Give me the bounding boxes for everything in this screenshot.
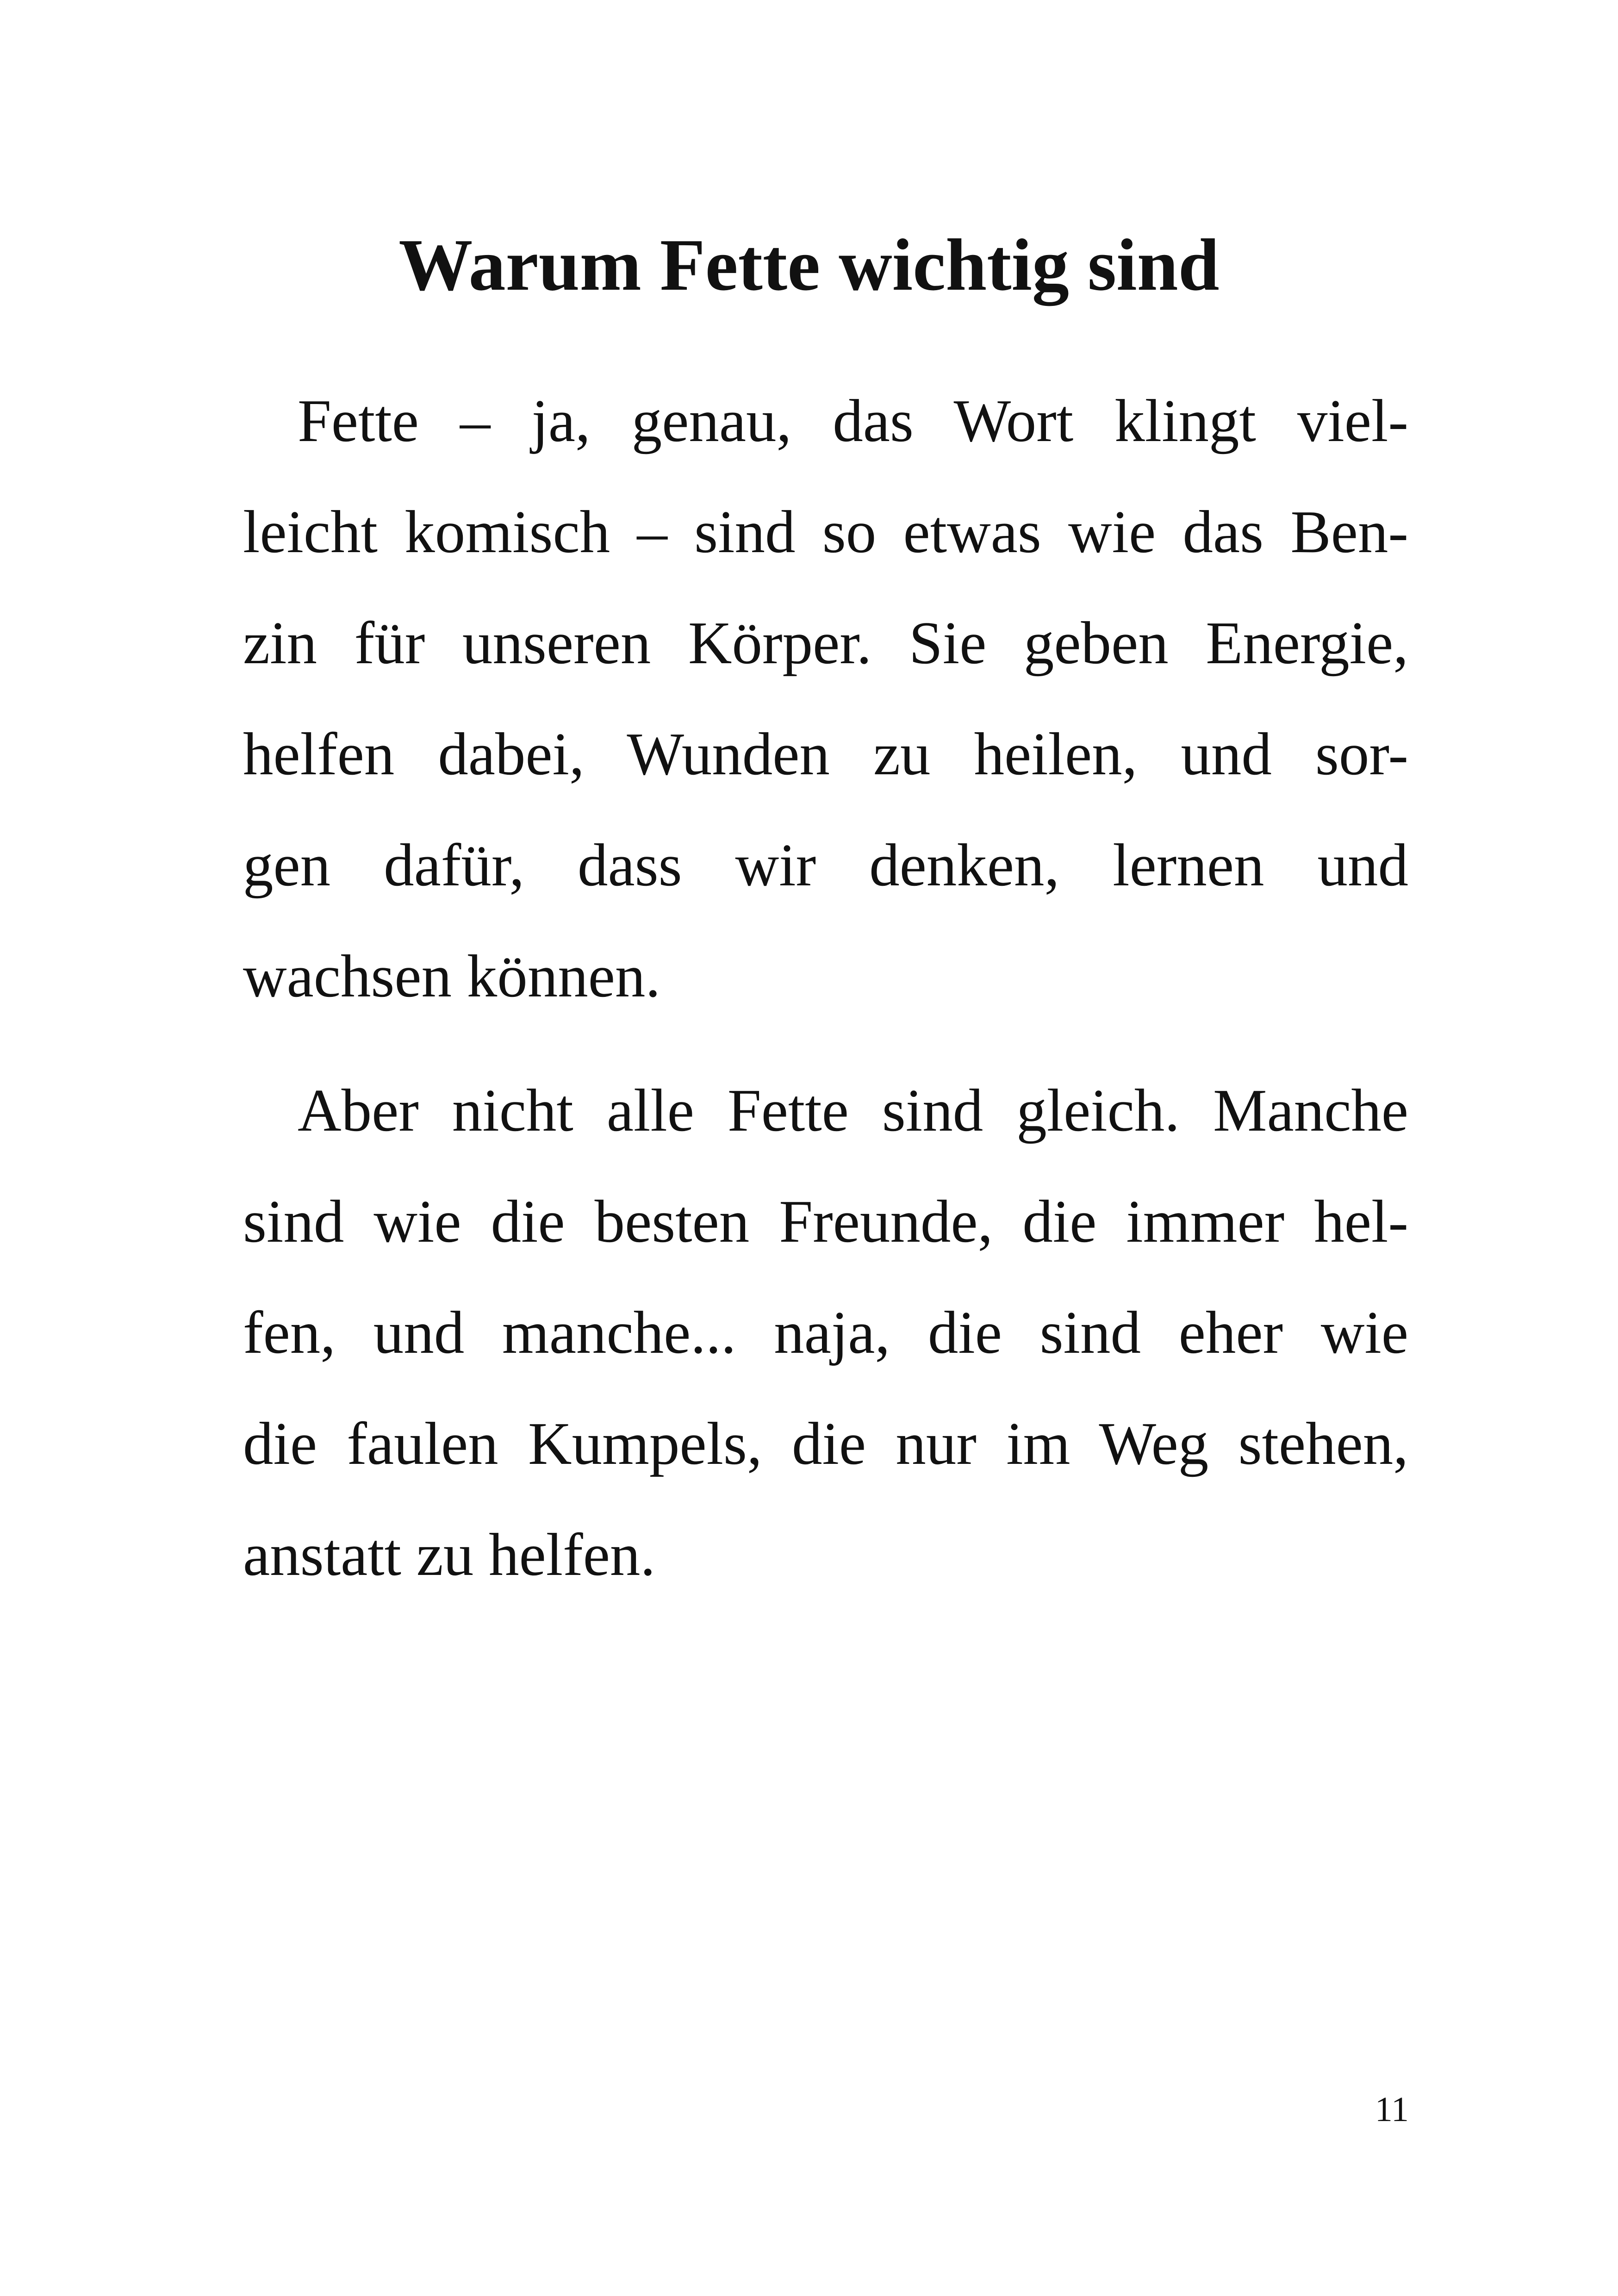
paragraph-1 — [243, 366, 1408, 1032]
text-line: die faulen Kumpels, die nur im Weg stehen, — [243, 1410, 1408, 1477]
text-line: anstatt zu helfen. — [243, 1521, 656, 1588]
page-number: 11 — [1375, 2090, 1409, 2129]
text-line: Aber nicht alle Fette sind gleich. Manche — [298, 1077, 1408, 1144]
text-line: sind wie die besten Freunde, die immer hel- — [243, 1188, 1408, 1255]
page-title: Warum Fette wichtig sind — [398, 224, 1220, 306]
text-line: zin für unseren Körper. Sie geben Energie, — [243, 610, 1408, 677]
text-line: helfen dabei, Wunden zu heilen, und sor- — [243, 721, 1408, 788]
paragraph-2 — [243, 1055, 1408, 1611]
text-line: fen, und manche... naja, die sind eher wie — [243, 1299, 1408, 1366]
text-line: wachsen können. — [243, 943, 661, 1010]
text-line: Fette – ja, genau, das Wort klingt viel- — [298, 387, 1408, 454]
text-line: leicht komisch – sind so etwas wie das Ben- — [243, 498, 1408, 566]
text-line: gen dafür, dass wir denken, lernen und — [243, 832, 1408, 899]
